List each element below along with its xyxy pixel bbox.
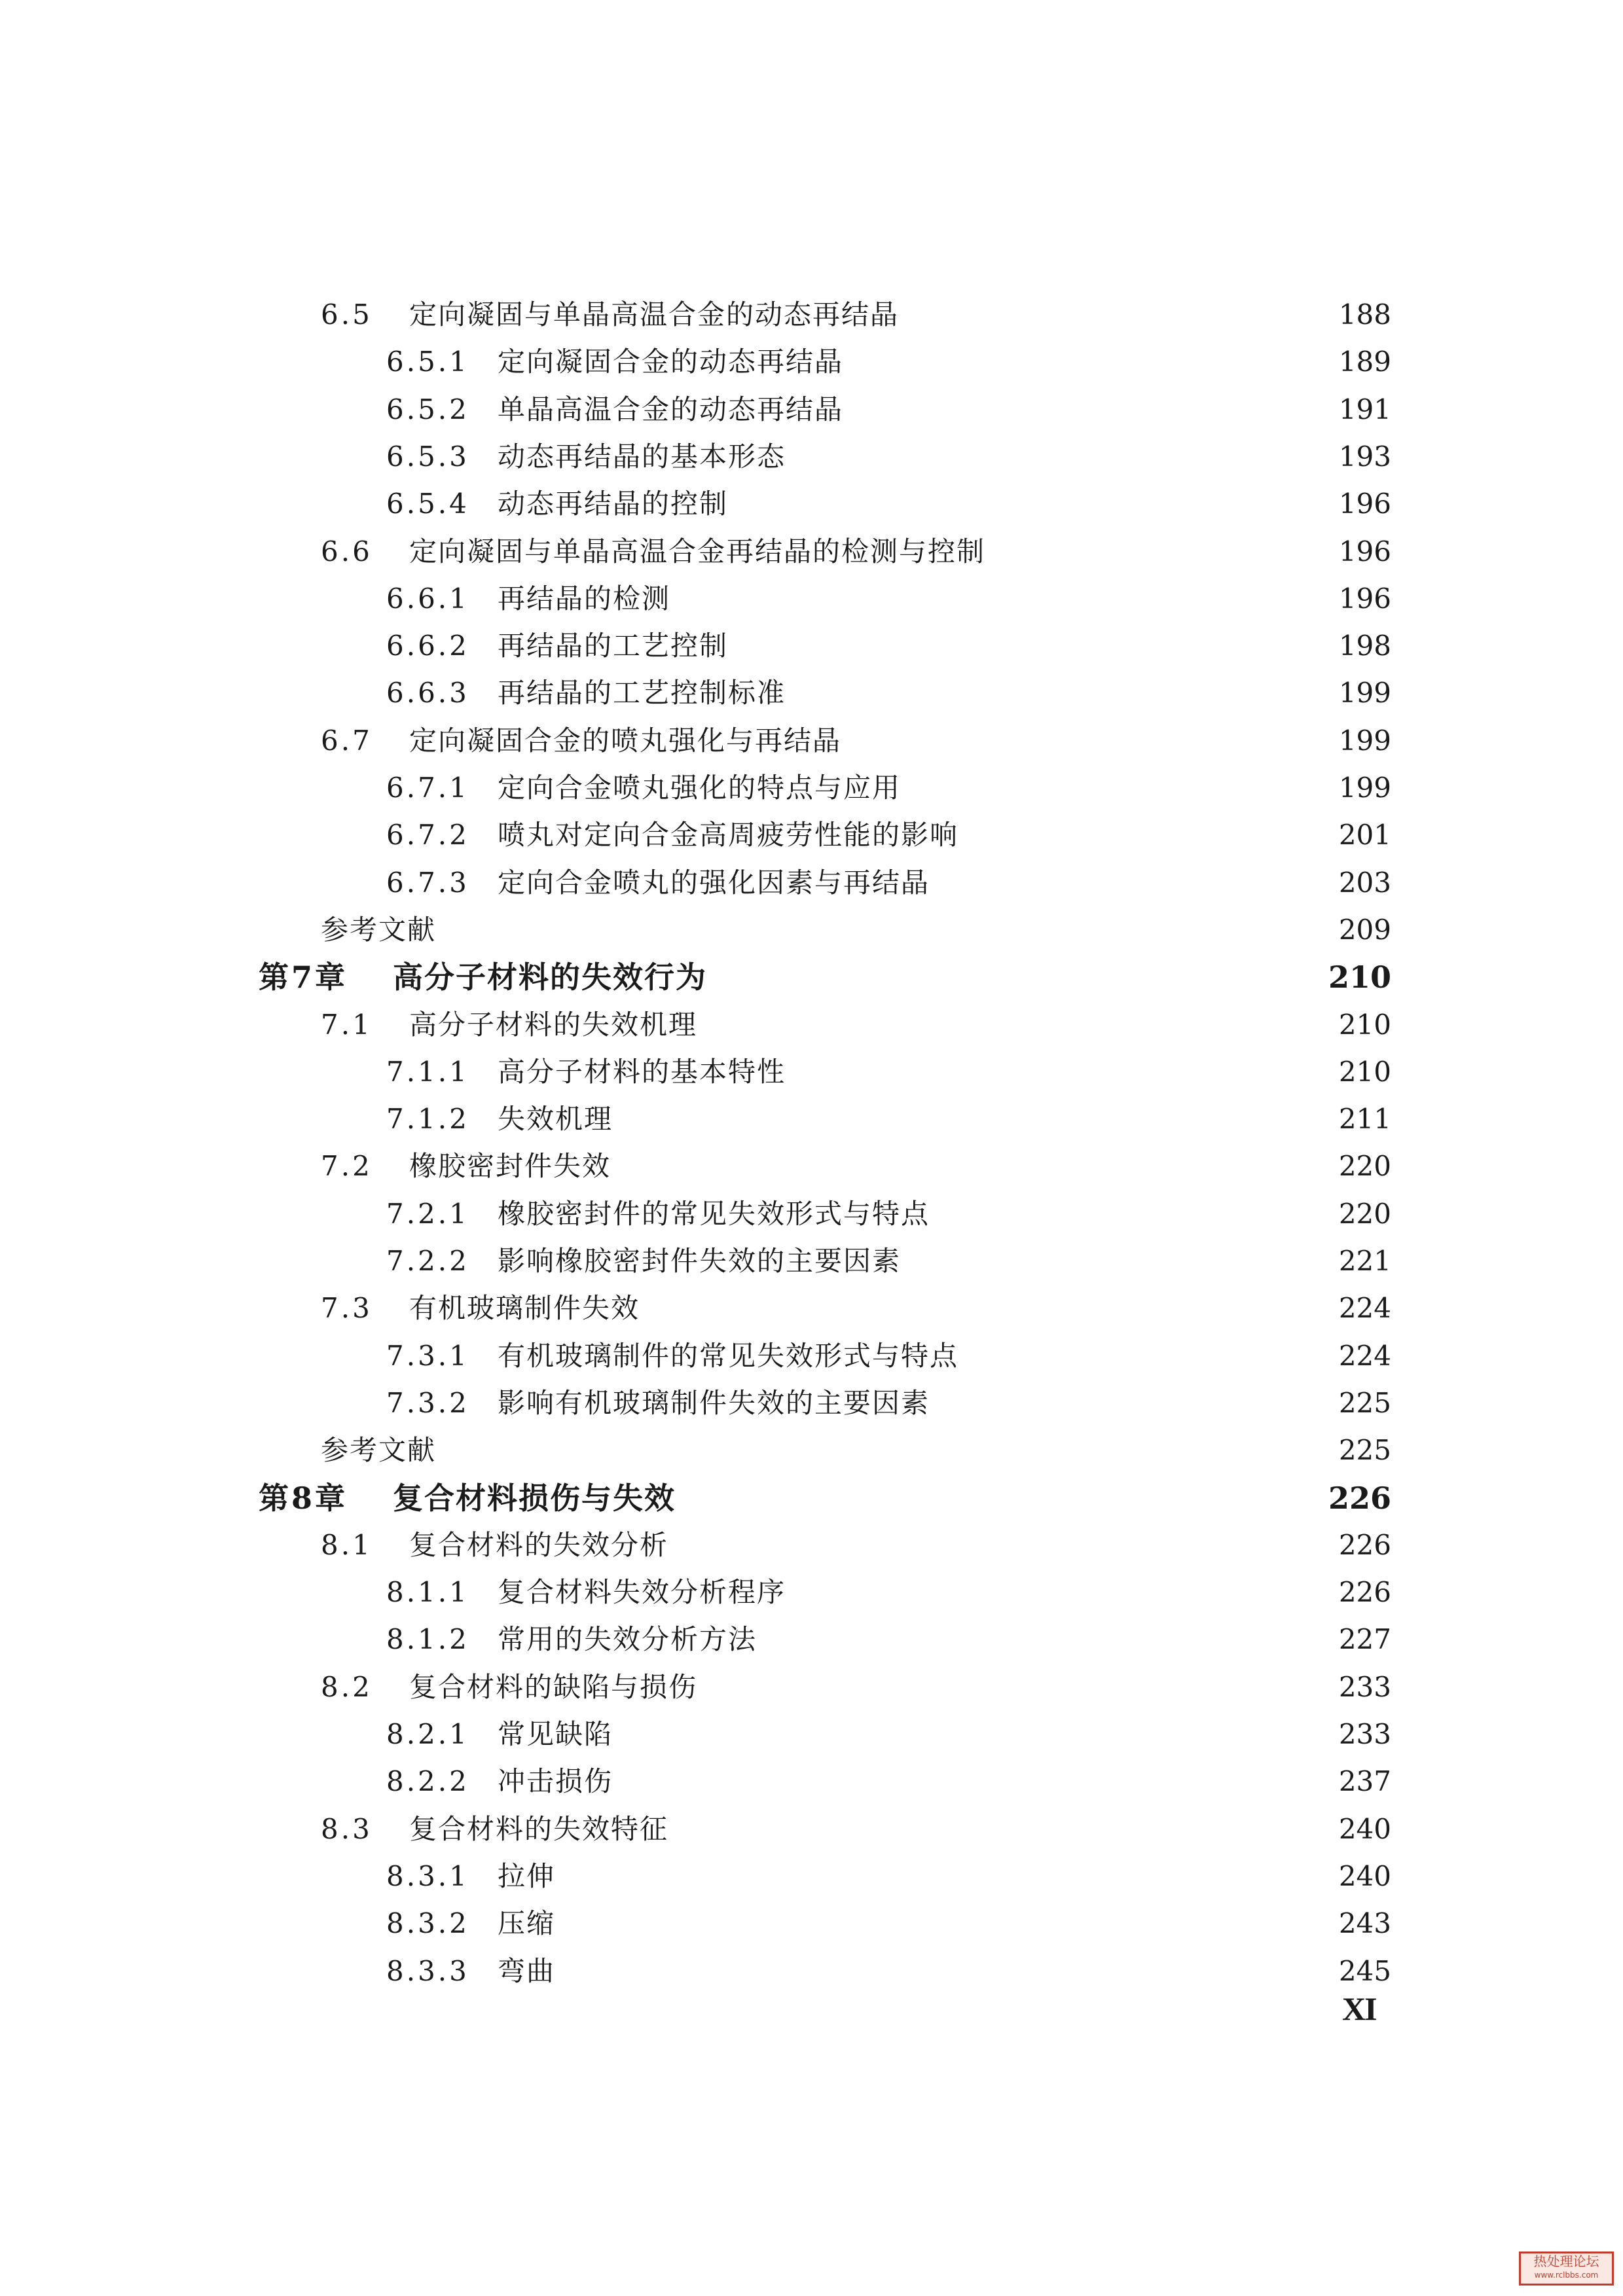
toc-entry-number: 7.3.1 — [386, 1339, 469, 1372]
dot-leader — [625, 1096, 1330, 1143]
dot-leader — [567, 1900, 1330, 1947]
toc-entry-page: 209 — [1338, 913, 1391, 946]
toc-entry-number: 7.1.1 — [386, 1055, 469, 1088]
toc-entry-section — [321, 291, 1391, 338]
toc-entry-page: 196 — [1338, 488, 1391, 520]
toc-entry-subsection — [386, 1948, 1391, 1995]
watermark-line1: 热处理论坛 — [1533, 2253, 1599, 2269]
toc-entry-title: 参考文献 — [321, 1434, 437, 1467]
toc-entry-subsection — [386, 1853, 1391, 1900]
toc-entry-section — [321, 1285, 1391, 1332]
dot-leader — [997, 528, 1330, 575]
toc-entry-page: 201 — [1338, 819, 1391, 852]
toc-entry-page: 210 — [1328, 960, 1391, 996]
toc-entry-ref — [321, 1427, 1391, 1474]
toc-entry-section — [321, 717, 1391, 764]
toc-entry-title: 喷丸对定向合金高周疲劳性能的影响 — [498, 819, 959, 852]
toc-entry-number: 8.3 — [321, 1812, 373, 1845]
toc-entry-subsection — [386, 1616, 1391, 1663]
toc-entry-subsection — [386, 859, 1391, 906]
dot-leader — [970, 1333, 1330, 1380]
toc-entry-subsection — [386, 1096, 1391, 1143]
toc-entry-number: 8.1 — [321, 1528, 373, 1561]
toc-entry-subsection — [386, 812, 1391, 859]
toc-entry-title: 定向凝固与单晶高温合金的动态再结晶 — [409, 298, 900, 331]
toc-entry-title: 影响橡胶密封件失效的主要因素 — [498, 1245, 902, 1277]
toc-entry-number: 8.2.2 — [386, 1765, 469, 1798]
dot-leader — [913, 1238, 1330, 1285]
toc-entry-number: 6.7.3 — [386, 866, 469, 899]
toc-entry-page: 240 — [1338, 1812, 1391, 1845]
toc-entry-number: 6.7.2 — [386, 819, 469, 852]
toc-entry-subsection — [386, 1758, 1391, 1805]
toc-entry-subsection — [386, 433, 1391, 480]
dot-leader — [682, 575, 1330, 622]
dot-leader — [855, 338, 1330, 386]
toc-entry-page: 211 — [1338, 1103, 1391, 1136]
toc-entry-title: 单晶高温合金的动态再结晶 — [498, 393, 844, 425]
toc-entry-number: 8.3.1 — [386, 1859, 469, 1892]
toc-entry-number: 6.6 — [321, 535, 373, 567]
toc-entry-title: 橡胶密封件的常见失效形式与特点 — [498, 1197, 930, 1230]
toc-entry-page: 220 — [1338, 1150, 1391, 1183]
toc-entry-subsection — [386, 1569, 1391, 1616]
toc-entry-subsection — [386, 764, 1391, 812]
toc-entry-title: 复合材料的缺陷与损伤 — [409, 1670, 698, 1703]
toc-entry-page: 199 — [1338, 772, 1391, 804]
watermark-line2: www.rclbbs.com — [1534, 2270, 1599, 2280]
dot-leader — [797, 433, 1330, 480]
toc-entry-title: 常用的失效分析方法 — [498, 1623, 757, 1656]
toc-entry-page: 233 — [1338, 1718, 1391, 1750]
toc-entry-title: 失效机理 — [498, 1103, 613, 1136]
toc-entry-number: 第7章 — [259, 960, 348, 996]
toc-entry-section — [321, 1143, 1391, 1190]
dot-leader — [855, 386, 1330, 433]
toc-entry-title: 高分子材料的失效行为 — [393, 960, 707, 996]
toc-entry-number: 6.5.1 — [386, 346, 469, 378]
toc-entry-number: 7.3.2 — [386, 1386, 469, 1419]
toc-entry-number: 6.5 — [321, 298, 373, 331]
toc-entry-page: 196 — [1338, 582, 1391, 615]
toc-entry-page: 191 — [1338, 393, 1391, 425]
toc-entry-title: 定向凝固合金的喷丸强化与再结晶 — [409, 724, 842, 757]
toc-entry-title: 定向合金喷丸强化的特点与应用 — [498, 772, 902, 804]
toc-entry-number: 6.5.3 — [386, 440, 469, 473]
toc-entry-section — [321, 1806, 1391, 1853]
toc-entry-title: 高分子材料的基本特性 — [498, 1055, 786, 1088]
toc-entry-title: 高分子材料的失效机理 — [409, 1008, 698, 1041]
toc-entry-number: 6.6.3 — [386, 677, 469, 709]
toc-entry-subsection — [386, 622, 1391, 670]
dot-leader — [625, 1758, 1330, 1805]
toc-entry-number: 8.3.2 — [386, 1907, 469, 1940]
toc-entry-page: 189 — [1338, 346, 1391, 378]
toc-entry-page: 243 — [1338, 1907, 1391, 1940]
toc-entry-subsection — [386, 1900, 1391, 1947]
toc-entry-title: 有机玻璃制件的常见失效形式与特点 — [498, 1339, 959, 1372]
toc-entry-title: 冲击损伤 — [498, 1765, 613, 1798]
dot-leader — [797, 670, 1330, 717]
toc-entry-page: 203 — [1338, 866, 1391, 899]
toc-entry-subsection — [386, 1191, 1391, 1238]
toc-entry-page: 188 — [1338, 298, 1391, 331]
toc-entry-number: 6.7.1 — [386, 772, 469, 804]
toc-entry-number: 8.2.1 — [386, 1718, 469, 1750]
toc-entry-section — [321, 1664, 1391, 1711]
toc-entry-ref — [321, 906, 1391, 954]
toc-entry-number: 7.2.1 — [386, 1197, 469, 1230]
watermark-stamp — [1519, 2251, 1614, 2286]
dot-leader — [853, 717, 1330, 764]
toc-entry-section — [321, 528, 1391, 575]
toc-entry-title: 复合材料损伤与失效 — [393, 1480, 676, 1516]
toc-entry-number: 7.2 — [321, 1150, 373, 1183]
toc-entry-subsection — [386, 386, 1391, 433]
toc-entry-page: 240 — [1338, 1859, 1391, 1892]
toc-entry-number: 6.5.2 — [386, 393, 469, 425]
toc-entry-page: 245 — [1338, 1954, 1391, 1987]
toc-entry-subsection — [386, 670, 1391, 717]
dot-leader — [625, 1711, 1330, 1758]
toc-entry-page: 226 — [1338, 1576, 1391, 1609]
toc-entry-title: 再结晶的检测 — [498, 582, 671, 615]
toc-entry-title: 定向合金喷丸的强化因素与再结晶 — [498, 866, 930, 899]
toc-entry-title: 有机玻璃制件失效 — [409, 1292, 640, 1325]
toc-entry-page: 198 — [1338, 630, 1391, 662]
dot-leader — [709, 1664, 1330, 1711]
dot-leader — [970, 812, 1330, 859]
toc-entry-chapter — [259, 1475, 1391, 1522]
toc-entry-title: 压缩 — [498, 1907, 556, 1940]
dot-leader — [719, 954, 1319, 1001]
toc-entry-title: 拉伸 — [498, 1859, 556, 1892]
toc-entry-page: 226 — [1328, 1480, 1391, 1516]
toc-entry-number: 8.1.2 — [386, 1623, 469, 1656]
toc-entry-page: 193 — [1338, 440, 1391, 473]
toc-entry-page: 237 — [1338, 1765, 1391, 1798]
toc-entry-title: 影响有机玻璃制件失效的主要因素 — [498, 1386, 930, 1419]
toc-entry-page: 226 — [1338, 1528, 1391, 1561]
toc-entry-number: 7.3 — [321, 1292, 373, 1325]
toc-entry-page: 199 — [1338, 724, 1391, 757]
toc-entry-page: 233 — [1338, 1670, 1391, 1703]
dot-leader — [797, 1569, 1330, 1616]
toc-entry-number: 8.1.1 — [386, 1576, 469, 1609]
dot-leader — [941, 1380, 1330, 1427]
toc-entry-title: 复合材料的失效特征 — [409, 1812, 669, 1845]
toc-entry-title: 定向凝固合金的动态再结晶 — [498, 346, 844, 378]
toc-entry-page: 225 — [1338, 1434, 1391, 1467]
dot-leader — [941, 1191, 1330, 1238]
dot-leader — [567, 1948, 1330, 1995]
toc-entry-subsection — [386, 1333, 1391, 1380]
dot-leader — [651, 1285, 1330, 1332]
toc-entry-page: 224 — [1338, 1292, 1391, 1325]
dot-leader — [680, 1806, 1330, 1853]
toc-entry-title: 参考文献 — [321, 913, 437, 946]
dot-leader — [941, 859, 1330, 906]
dot-leader — [448, 1427, 1330, 1474]
toc-entry-page: 220 — [1338, 1197, 1391, 1230]
toc-entry-subsection — [386, 1238, 1391, 1285]
toc-entry-page: 210 — [1338, 1055, 1391, 1088]
toc-entry-number: 8.2 — [321, 1670, 373, 1703]
toc-entry-page: 199 — [1338, 677, 1391, 709]
toc-entry-page: 196 — [1338, 535, 1391, 567]
toc-entry-number: 第8章 — [259, 1480, 348, 1516]
toc-entry-title: 常见缺陷 — [498, 1718, 613, 1750]
dot-leader — [797, 1049, 1330, 1096]
toc-entry-number: 6.7 — [321, 724, 373, 757]
toc-entry-number: 6.5.4 — [386, 488, 469, 520]
page-folio: XI — [1342, 1990, 1376, 2027]
dot-leader — [623, 1143, 1330, 1190]
dot-leader — [740, 622, 1330, 670]
toc-entry-subsection — [386, 338, 1391, 386]
toc-entry-title: 动态再结晶的控制 — [498, 488, 729, 520]
toc-entry-number: 7.1 — [321, 1008, 373, 1041]
toc-entry-title: 复合材料的失效分析 — [409, 1528, 669, 1561]
toc-entry-title: 再结晶的工艺控制标准 — [498, 677, 786, 709]
toc-entry-title: 橡胶密封件失效 — [409, 1150, 611, 1183]
toc-entry-title: 动态再结晶的基本形态 — [498, 440, 786, 473]
toc-entry-subsection — [386, 1711, 1391, 1758]
dot-leader — [740, 480, 1330, 528]
toc-entry-title: 定向凝固与单晶高温合金再结晶的检测与控制 — [409, 535, 986, 567]
toc-entry-page: 225 — [1338, 1386, 1391, 1419]
dot-leader — [687, 1475, 1319, 1522]
toc-entry-subsection — [386, 480, 1391, 528]
dot-leader — [709, 1001, 1330, 1049]
toc-entry-number: 6.6.1 — [386, 582, 469, 615]
toc-entry-subsection — [386, 1049, 1391, 1096]
toc-entry-number: 6.6.2 — [386, 630, 469, 662]
dot-leader — [911, 291, 1330, 338]
toc-entry-title: 弯曲 — [498, 1954, 556, 1987]
dot-leader — [448, 906, 1330, 954]
toc-entry-number: 7.2.2 — [386, 1245, 469, 1277]
toc-entry-number: 8.3.3 — [386, 1954, 469, 1987]
toc-entry-title: 再结晶的工艺控制 — [498, 630, 729, 662]
dot-leader — [567, 1853, 1330, 1900]
toc-entry-page: 224 — [1338, 1339, 1391, 1372]
toc-entry-number: 7.1.2 — [386, 1103, 469, 1136]
dot-leader — [680, 1522, 1330, 1569]
toc-entry-section — [321, 1522, 1391, 1569]
dot-leader — [769, 1616, 1330, 1663]
toc-entry-subsection — [386, 575, 1391, 622]
toc-entry-chapter — [259, 954, 1391, 1001]
toc-entry-page: 221 — [1338, 1245, 1391, 1277]
toc-entry-page: 210 — [1338, 1008, 1391, 1041]
toc-entry-subsection — [386, 1380, 1391, 1427]
toc-entry-section — [321, 1001, 1391, 1049]
dot-leader — [913, 764, 1330, 812]
toc-entry-page: 227 — [1338, 1623, 1391, 1656]
toc-entry-title: 复合材料失效分析程序 — [498, 1576, 786, 1609]
